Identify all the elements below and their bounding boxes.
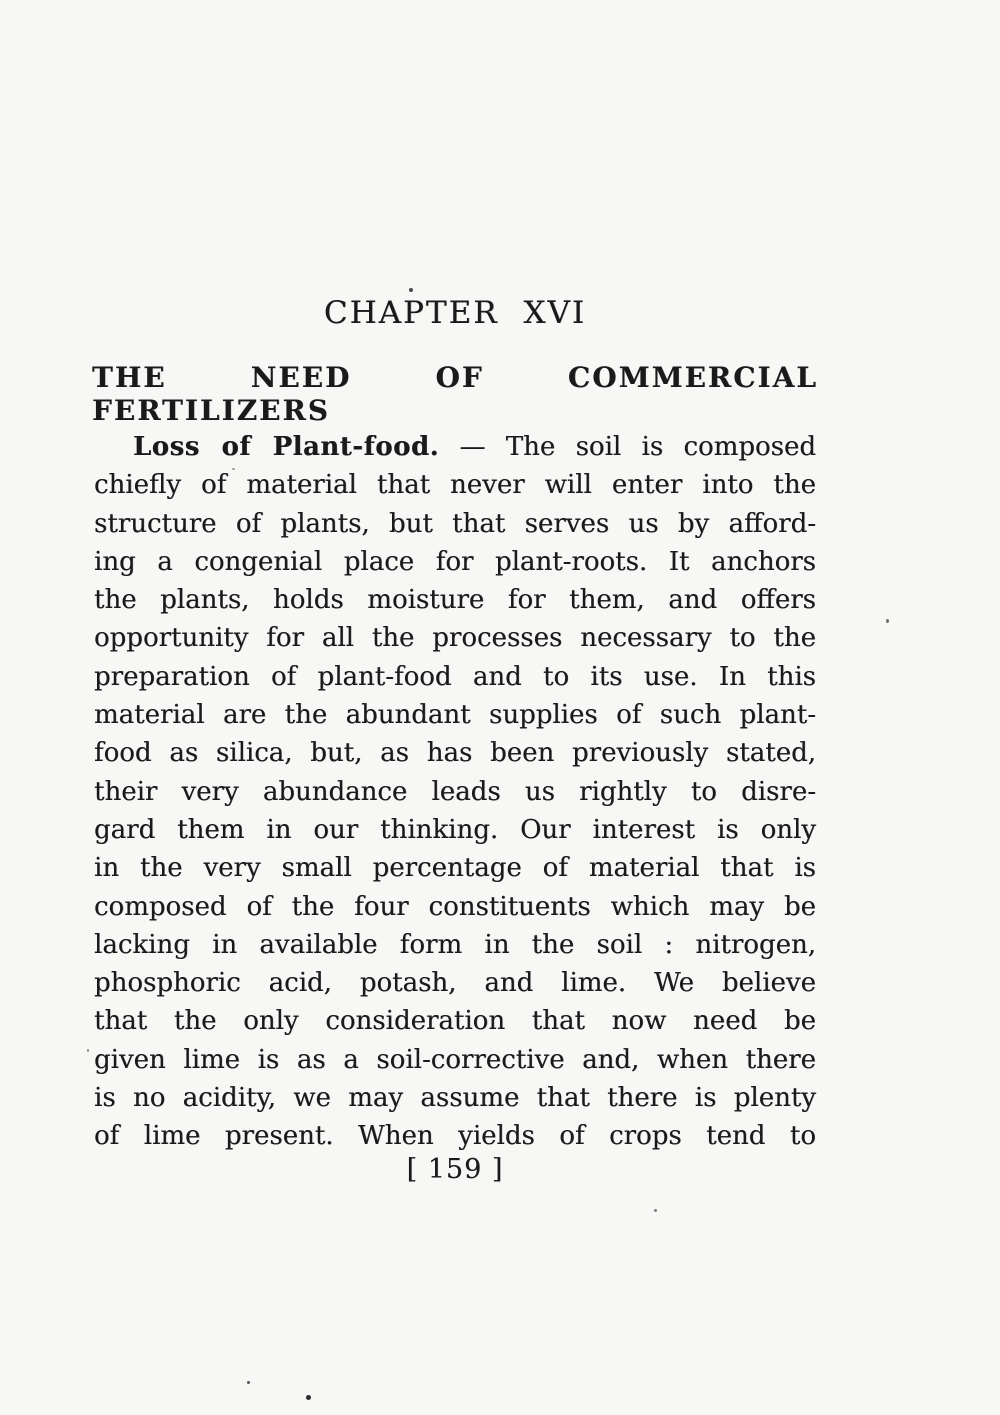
paragraph-line: food as silica, but, as has been previously stated,: [94, 738, 816, 769]
paragraph-line: the plants, holds moisture for them, and offers: [94, 585, 816, 616]
scan-speck: [654, 1209, 657, 1212]
paragraph-lead-rest: — The soil is composed: [459, 432, 817, 462]
paragraph-line: [94, 428, 816, 466]
paragraph-line: structure of plants, but that serves us by afford-: [94, 508, 816, 539]
chapter-heading: CHAPTER XVI: [323, 295, 587, 331]
paragraph-line: ing a congenial place for plant-roots. It anchors: [94, 546, 816, 577]
scan-speck: [886, 619, 889, 623]
paragraph-line: composed of the four constituents which may be: [94, 891, 816, 922]
paragraph-line: of lime present. When yields of crops tend to: [94, 1121, 816, 1152]
paragraph-line: phosphoric acid, potash, and lime. We believe: [94, 968, 816, 999]
scan-speck: [306, 1395, 311, 1400]
scan-speck: [87, 1049, 89, 1052]
page-number: [ 159 ]: [406, 1154, 504, 1185]
paragraph-line: opportunity for all the processes necessary to the: [94, 623, 816, 654]
paragraph-line: chiefly of material that never will enter into the: [94, 470, 816, 501]
scan-speck: [232, 468, 235, 470]
paragraph-line: gard them in our thinking. Our interest is only: [94, 814, 816, 845]
section-title: THE NEED OF COMMERCIAL FERTILIZERS: [92, 361, 818, 427]
scan-speck: [409, 288, 413, 292]
paragraph-line: that the only consideration that now need be: [94, 1006, 816, 1037]
paragraph-line: their very abundance leads us rightly to disre-: [94, 776, 816, 807]
body-paragraph: [94, 428, 816, 1156]
scan-speck: [247, 1381, 250, 1384]
paragraph-lead-bold: Loss of Plant-food.: [133, 432, 440, 462]
paragraph-line: lacking in available form in the soil : nitrogen,: [94, 929, 816, 960]
paragraph-line: given lime is as a soil-corrective and, when there: [94, 1044, 816, 1075]
paragraph-line: material are the abundant supplies of such plant-: [94, 700, 816, 731]
paragraph-line: is no acidity, we may assume that there is plenty: [94, 1083, 816, 1114]
paragraph-line: in the very small percentage of material that is: [94, 853, 816, 884]
paragraph-line: preparation of plant-food and to its use. In this: [94, 661, 816, 692]
